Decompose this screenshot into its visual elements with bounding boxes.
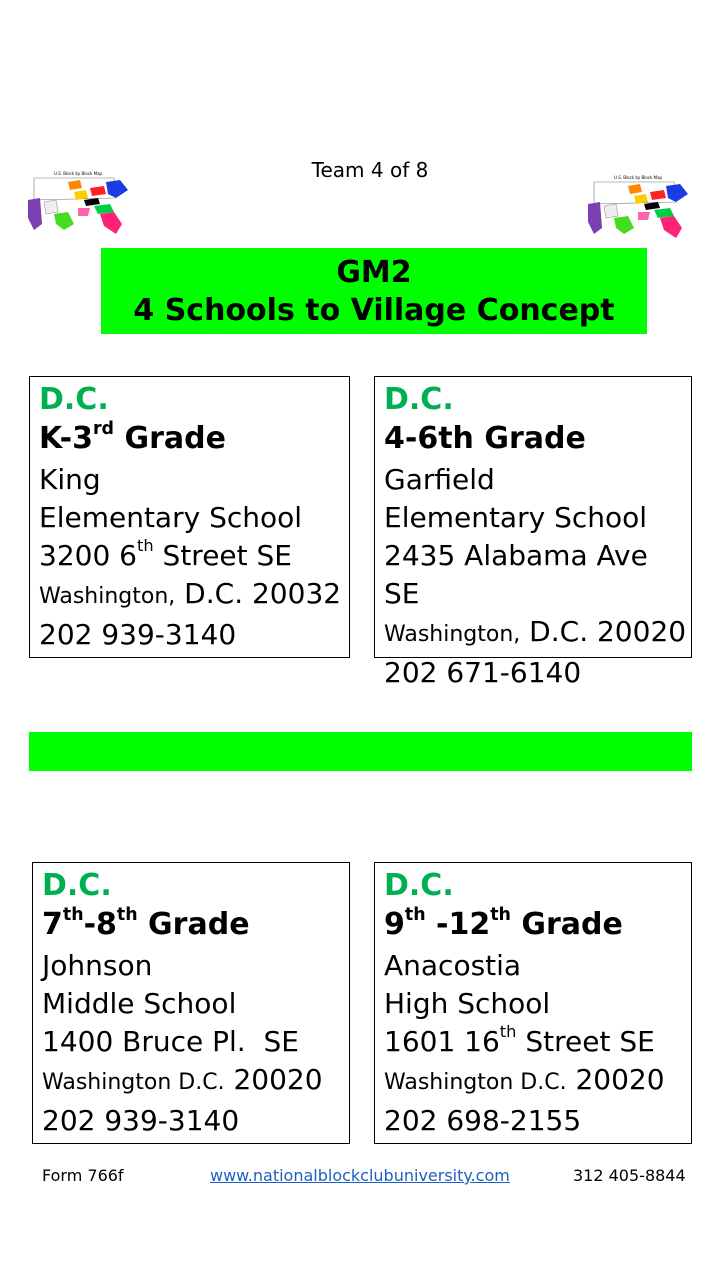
card-phone: 202 671-6140 bbox=[384, 656, 582, 689]
school-card-anacostia bbox=[374, 862, 692, 1144]
card-school-name: Garfield bbox=[384, 463, 495, 496]
card-state: D.C. bbox=[42, 868, 112, 903]
team-label: Team 4 of 8 bbox=[311, 158, 429, 182]
title-line-1: GM2 bbox=[336, 255, 412, 290]
card-school-type: Middle School bbox=[42, 987, 237, 1020]
card-school-name: Anacostia bbox=[384, 949, 522, 982]
card-phone: 202 939-3140 bbox=[42, 1104, 240, 1137]
card-grade: K-3rd Grade bbox=[39, 418, 226, 456]
map-caption: U.S. Block by Block Map bbox=[54, 171, 103, 176]
school-card-garfield bbox=[374, 376, 692, 689]
card-street: 3200 6th Street SE bbox=[39, 536, 292, 572]
map-caption: U.S. Block by Block Map bbox=[614, 175, 663, 180]
card-phone: 202 698-2155 bbox=[384, 1104, 582, 1137]
card-street: 1400 Bruce Pl. SE bbox=[42, 1025, 299, 1058]
card-state: D.C. bbox=[384, 868, 454, 903]
footer-website-link[interactable]: www.nationalblockclubuniversity.com bbox=[210, 1166, 510, 1185]
footer-form-number: Form 766f bbox=[42, 1166, 124, 1185]
title-banner bbox=[101, 248, 647, 334]
card-school-name: King bbox=[39, 463, 101, 496]
card-city: Washington D.C. 20020 bbox=[42, 1063, 323, 1096]
card-street: 1601 16th Street SE bbox=[384, 1022, 655, 1058]
card-grade: 9th -12th Grade bbox=[384, 904, 623, 942]
card-city: Washington D.C. 20020 bbox=[384, 1063, 665, 1096]
card-grade: 4-6th Grade bbox=[384, 421, 586, 456]
green-divider-bar bbox=[29, 732, 692, 771]
card-grade: 7th-8th Grade bbox=[42, 904, 250, 942]
card-street: 2435 Alabama Ave SE bbox=[384, 539, 648, 610]
us-map-logo-left bbox=[24, 168, 132, 238]
card-state: D.C. bbox=[39, 382, 109, 417]
card-city: Washington, D.C. 20032 bbox=[39, 577, 342, 610]
card-city: Washington, D.C. 20020 bbox=[384, 615, 687, 648]
school-card-king bbox=[29, 376, 350, 658]
footer-phone: 312 405-8844 bbox=[573, 1166, 686, 1185]
card-phone: 202 939-3140 bbox=[39, 618, 237, 651]
title-line-2: 4 Schools to Village Concept bbox=[133, 293, 615, 328]
school-card-johnson bbox=[32, 862, 350, 1144]
card-school-type: High School bbox=[384, 987, 551, 1020]
card-school-type: Elementary School bbox=[39, 501, 303, 534]
us-map-logo-right bbox=[584, 172, 692, 242]
card-state: D.C. bbox=[384, 382, 454, 417]
card-school-type: Elementary School bbox=[384, 501, 648, 534]
card-school-name: Johnson bbox=[42, 949, 153, 982]
